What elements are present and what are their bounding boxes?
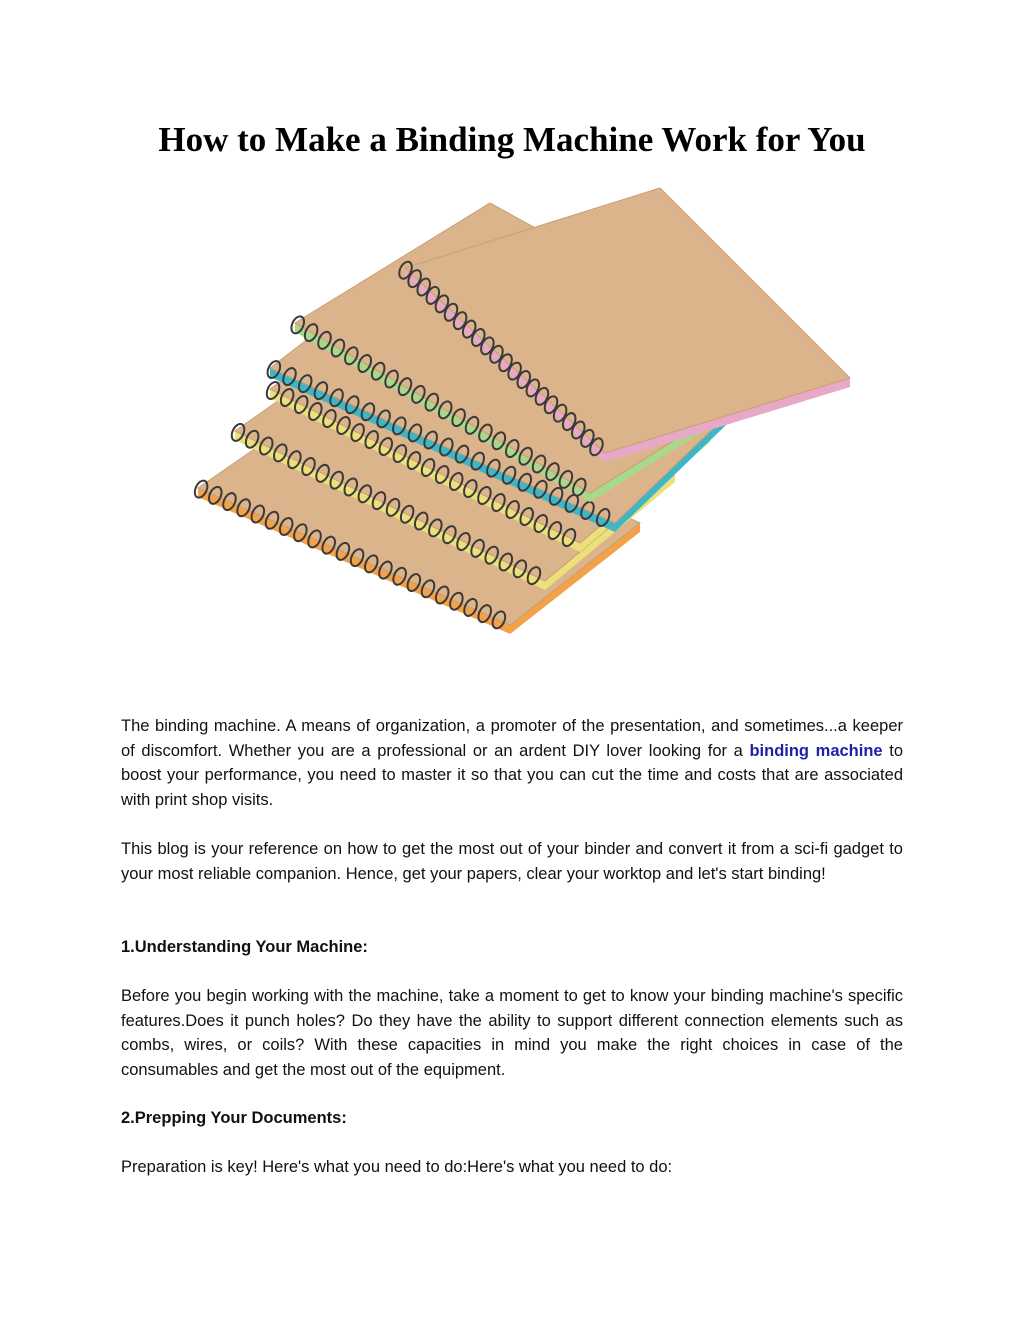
section-heading-understanding: 1.Understanding Your Machine: <box>121 938 368 956</box>
section-body-prepping: Preparation is key! Here's what you need to do:Here's what you need to do: <box>121 1158 673 1176</box>
binding-machine-link[interactable]: binding machine <box>749 741 883 760</box>
section-heading-prepping: 2.Prepping Your Documents: <box>121 1109 347 1127</box>
intro-text-before-link: The binding machine. A means of organization, a promoter of the presentation, and sometimes...a keeper of discomfort. Whether you are a professional or an ardent DIY lover looking for a <box>121 717 903 760</box>
notebooks-image <box>120 163 904 683</box>
document-title: How to Make a Binding Machine Work for You <box>158 120 866 159</box>
intro-text-after-link: to boost your performance, you need to master it so that you can cut the time and costs that are associated with print shop visits. <box>121 741 904 809</box>
blog-intro-paragraph: This blog is your reference on how to get the most out of your binder and convert it from a sci-fi gadget to your most reliable companion. Hence, get your papers, clear your worktop and let's start binding! <box>121 840 903 883</box>
intro-paragraph <box>121 714 903 812</box>
section-body-understanding: Before you begin working with the machine, take a moment to get to know your binding machine's specific features.Does it punch holes? Do they have the ability to support different connection elements such as combs, wires, or coils? With these capacities in mind you make the right choices in case of the consumables and get the most out of the equipment. <box>121 987 903 1079</box>
